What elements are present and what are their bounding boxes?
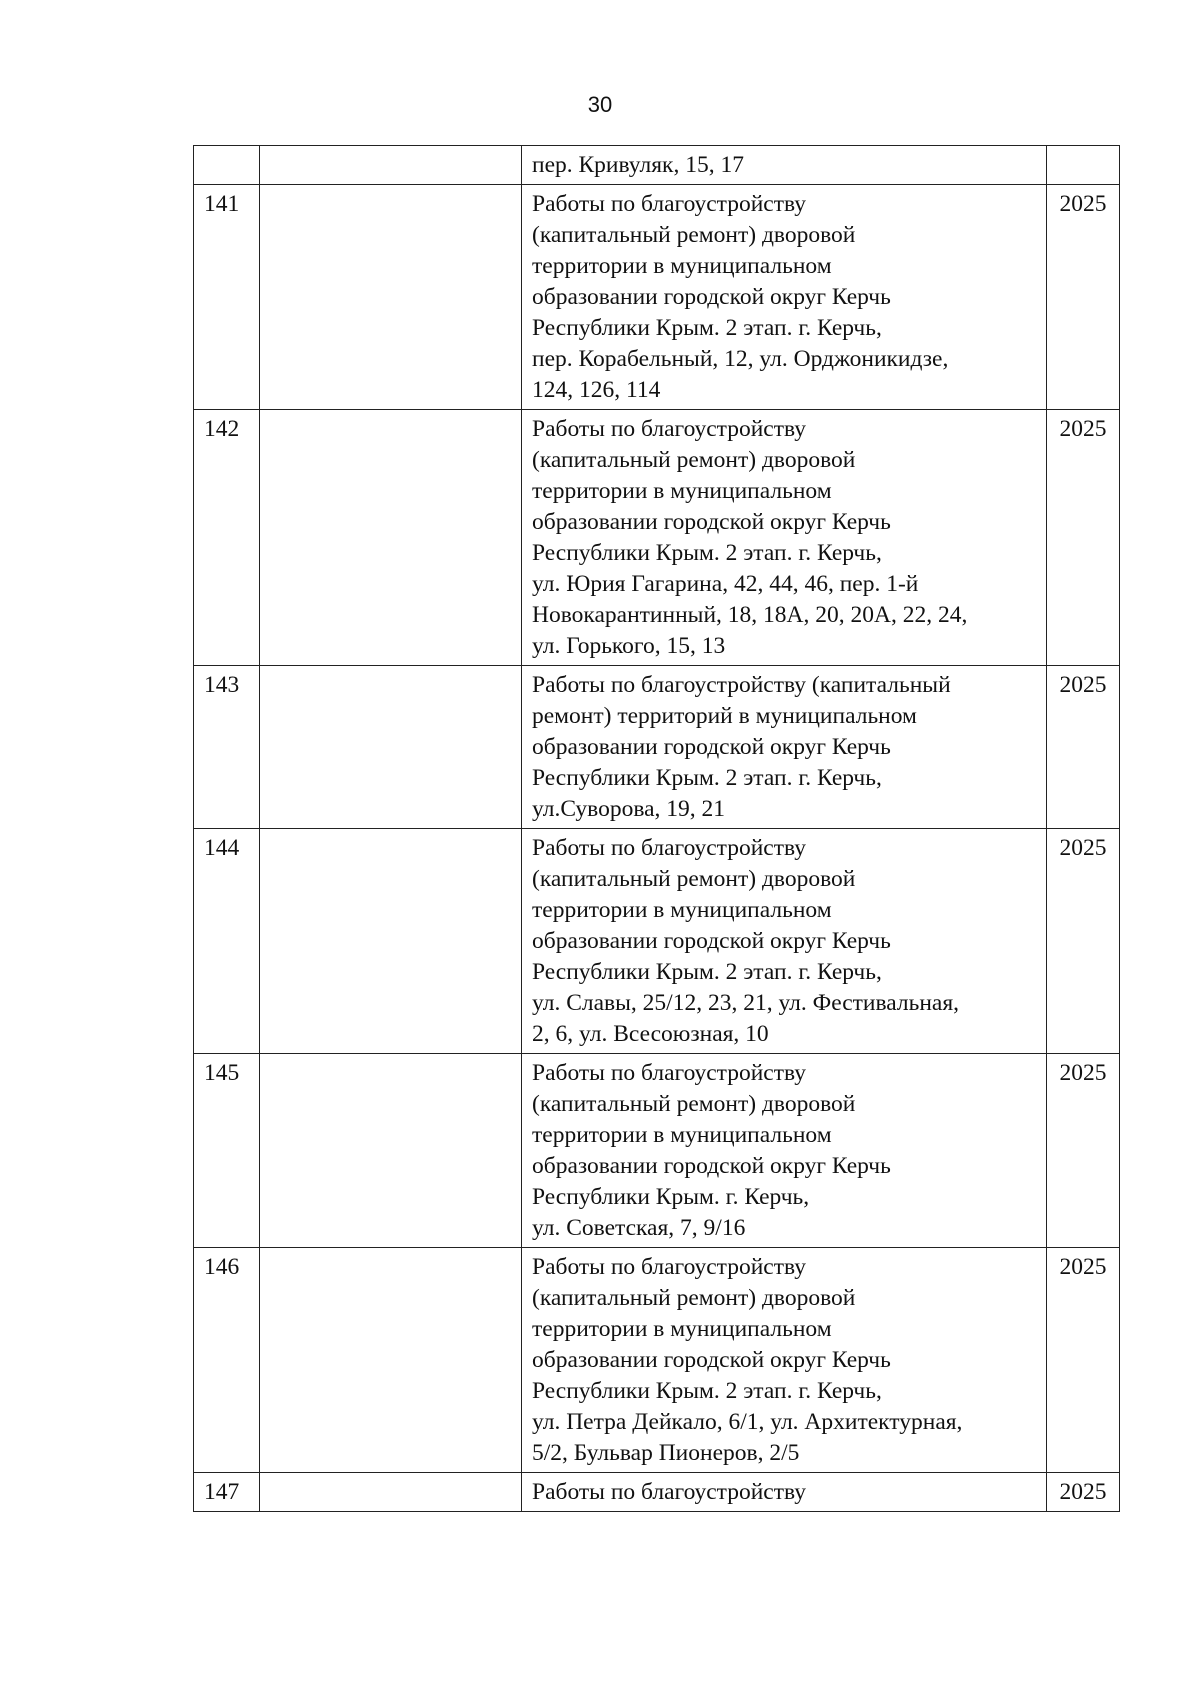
year-cell: 2025	[1047, 1054, 1120, 1248]
description-cell	[522, 1054, 1047, 1248]
description-line: Республики Крым. 2 этап. г. Керчь,	[532, 540, 882, 566]
description-line: 2, 6, ул. Всесоюзная, 10	[532, 1021, 769, 1047]
description-line: Работы по благоустройству (капитальный	[532, 672, 951, 698]
blank-cell	[260, 829, 522, 1054]
row-number-cell	[194, 146, 260, 185]
description-line: ул. Советская, 7, 9/16	[532, 1215, 746, 1241]
table-row	[194, 666, 1120, 829]
table-row	[194, 1248, 1120, 1473]
description-line: Работы по благоустройству	[532, 1479, 807, 1505]
description-line: (капитальный ремонт) дворовой	[532, 222, 856, 248]
description-line: Новокарантинный, 18, 18А, 20, 20А, 22, 24,	[532, 602, 968, 628]
description-line: пер. Корабельный, 12, ул. Орджоникидзе,	[532, 346, 949, 372]
description-line: Республики Крым. 2 этап. г. Керчь,	[532, 1378, 882, 1404]
description-line: (капитальный ремонт) дворовой	[532, 447, 856, 473]
description-cell	[522, 410, 1047, 666]
description-cell	[522, 666, 1047, 829]
description-line: территории в муниципальном	[532, 478, 832, 504]
description-line: ремонт) территорий в муниципальном	[532, 703, 917, 729]
description-line: образовании городской округ Керчь	[532, 734, 891, 760]
description-line: Работы по благоустройству	[532, 191, 807, 217]
description-line: образовании городской округ Керчь	[532, 284, 891, 310]
description-line: Работы по благоустройству	[532, 835, 807, 861]
description-line: образовании городской округ Керчь	[532, 1153, 891, 1179]
description-line: образовании городской округ Керчь	[532, 928, 891, 954]
description-line: ул. Горького, 15, 13	[532, 633, 726, 659]
row-number: 147	[194, 1473, 260, 1512]
description-line: (капитальный ремонт) дворовой	[532, 1285, 856, 1311]
table-row	[194, 410, 1120, 666]
year-cell: 2025	[1047, 185, 1120, 410]
description-line: (капитальный ремонт) дворовой	[532, 1091, 856, 1117]
year-cell: 2025	[1047, 829, 1120, 1054]
description-line: образовании городской округ Керчь	[532, 1347, 891, 1373]
description-cell	[522, 146, 1047, 185]
blank-cell	[260, 146, 522, 185]
row-number: 142	[194, 410, 260, 666]
blank-cell	[260, 410, 522, 666]
table-row	[194, 829, 1120, 1054]
description-cell	[522, 829, 1047, 1054]
description-line: Работы по благоустройству	[532, 1060, 807, 1086]
row-number: 146	[194, 1248, 260, 1473]
row-number: 144	[194, 829, 260, 1054]
description-line: 5/2, Бульвар Пионеров, 2/5	[532, 1440, 800, 1466]
description-line: территории в муниципальном	[532, 1122, 832, 1148]
blank-cell	[260, 1054, 522, 1248]
description-line: Работы по благоустройству	[532, 1254, 807, 1280]
description-line: ул. Петра Дейкало, 6/1, ул. Архитектурная,	[532, 1409, 963, 1435]
description-line: Республики Крым. 2 этап. г. Керчь,	[532, 959, 882, 985]
row-number: 145	[194, 1054, 260, 1248]
description-line: Работы по благоустройству	[532, 416, 807, 442]
description-line: территории в муниципальном	[532, 1316, 832, 1342]
blank-cell	[260, 1473, 522, 1512]
table-row	[194, 1473, 1120, 1512]
description-line: образовании городской округ Керчь	[532, 509, 891, 535]
blank-cell	[260, 1248, 522, 1473]
description-line: ул. Славы, 25/12, 23, 21, ул. Фестивальная,	[532, 990, 960, 1016]
blank-cell	[260, 666, 522, 829]
description-line: территории в муниципальном	[532, 253, 832, 279]
year-cell: 2025	[1047, 666, 1120, 829]
year-cell: 2025	[1047, 1248, 1120, 1473]
description-line: (капитальный ремонт) дворовой	[532, 866, 856, 892]
table-body	[194, 146, 1120, 1512]
row-number: 143	[194, 666, 260, 829]
description-cell	[522, 185, 1047, 410]
page-number: 30	[587, 92, 613, 117]
description-line: Республики Крым. 2 этап. г. Керчь,	[532, 765, 882, 791]
description-line: территории в муниципальном	[532, 897, 832, 923]
description-line: ул.Суворова, 19, 21	[532, 796, 726, 822]
continuation-text: пер. Кривуляк, 15, 17	[532, 152, 744, 178]
description-line: Республики Крым. г. Керчь,	[532, 1184, 810, 1210]
row-number: 141	[194, 185, 260, 410]
continuation-row	[194, 146, 1120, 185]
blank-cell	[260, 185, 522, 410]
table-row	[194, 185, 1120, 410]
description-cell	[522, 1248, 1047, 1473]
description-cell	[522, 1473, 1047, 1512]
works-table	[193, 145, 1120, 1512]
table-row	[194, 1054, 1120, 1248]
description-line: ул. Юрия Гагарина, 42, 44, 46, пер. 1-й	[532, 571, 919, 597]
description-line: 124, 126, 114	[532, 377, 661, 403]
year-cell	[1047, 146, 1120, 185]
year-cell: 2025	[1047, 1473, 1120, 1512]
year-cell: 2025	[1047, 410, 1120, 666]
description-line: Республики Крым. 2 этап. г. Керчь,	[532, 315, 882, 341]
